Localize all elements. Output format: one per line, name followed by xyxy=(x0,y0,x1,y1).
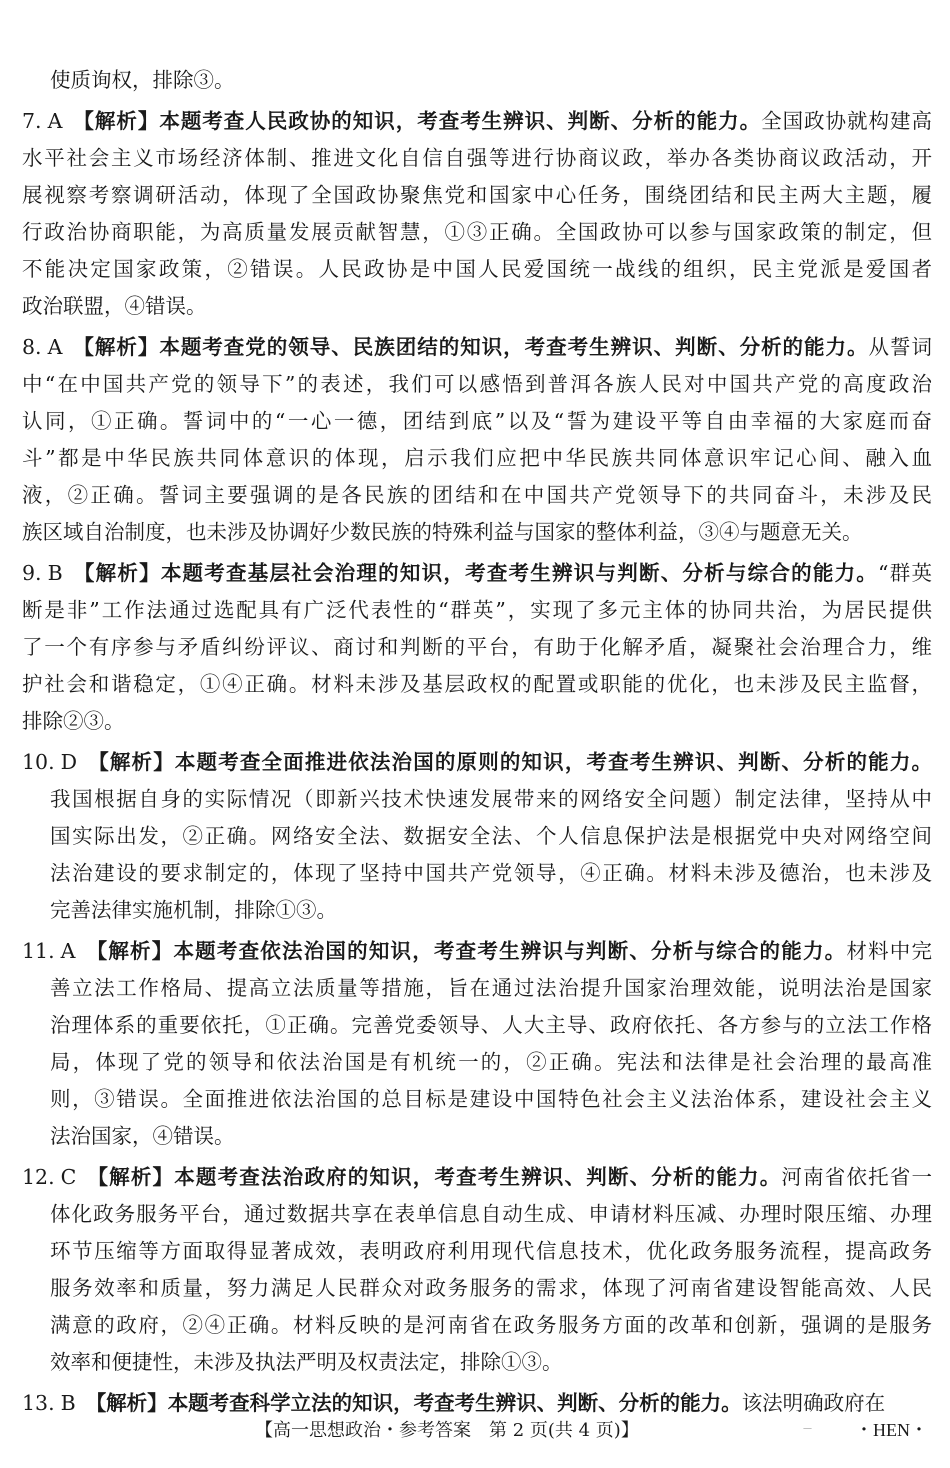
analysis-line: 法治国家，④错误。 xyxy=(50,1124,235,1148)
analysis-line: 满意的政府，②④正确。材料反映的是河南省在政务服务方面的改革和创新，强调的是服务 xyxy=(50,1313,932,1337)
analysis-line: 政治联盟，④错误。 xyxy=(22,294,207,318)
answer-letter: D xyxy=(60,750,78,774)
answer-letter: B xyxy=(47,561,63,585)
analysis-tag: 【解析】 xyxy=(72,109,160,133)
answer-letter: B xyxy=(60,1391,76,1415)
analysis-text: 全国政协就构建高 xyxy=(761,109,932,133)
footer-code: ・HEN・ xyxy=(855,1420,928,1440)
item-first-line xyxy=(22,329,932,366)
analysis-line: 断是非”工作法通过选配具有广泛代表性的“群英”，实现了多元主体的协同共治，为居民提供 xyxy=(22,598,932,622)
analysis-intro: 本题考查法治政府的知识，考查考生辨识、判断、分析的能力。 xyxy=(174,1165,782,1189)
item-first-line xyxy=(22,744,932,781)
analysis-line: 效率和便捷性，未涉及执法严明及权责法定，排除①③。 xyxy=(50,1350,563,1374)
analysis-tag: 【解析】 xyxy=(72,561,161,585)
footer-page-info: 【高一思想政治・参考答案 第 2 页(共 4 页)】 xyxy=(255,1420,639,1441)
analysis-line: 治理体系的重要依托，①正确。完善党委领导、人大主导、政府依托、各方参与的立法工作格 xyxy=(50,1013,932,1037)
analysis-line: 认同，①正确。誓词中的“一心一德，团结到底”以及“誓为建设平等自由幸福的大家庭而奋 xyxy=(22,409,932,433)
answer-letter: C xyxy=(60,1165,77,1189)
question-number: 9. xyxy=(22,561,42,585)
question-number: 12. xyxy=(22,1165,55,1189)
analysis-line: 体化政务服务平台，通过数据共享在表单信息自动生成、申请材料压减、办理时限压缩、办理 xyxy=(50,1202,932,1226)
answer-item xyxy=(22,744,932,929)
question-number: 8. xyxy=(22,335,42,359)
analysis-tag: 【解析】 xyxy=(72,335,160,359)
analysis-line: 斗”都是中华民族共同体意识的体现，启示我们应把中华民族共同体意识牢记心间、融入血 xyxy=(22,446,932,470)
analysis-line: 则，③错误。全面推进依法治国的总目标是建设中国特色社会主义法治体系，建设社会主义 xyxy=(50,1087,932,1111)
question-number: 11. xyxy=(22,939,55,963)
analysis-intro: 本题考查依法治国的知识，考查考生辨识与判断、分析与综合的能力。 xyxy=(173,939,847,963)
item-first-line xyxy=(22,103,932,140)
analysis-line: 局，体现了党的领导和依法治国是有机统一的，②正确。宪法和法律是社会治理的最高准 xyxy=(50,1050,932,1074)
answer-item xyxy=(22,329,932,551)
answer-item xyxy=(22,1159,932,1381)
analysis-line: 我国根据自身的实际情况（即新兴技术快速发展带来的网络安全问题）制定法律，坚持从中 xyxy=(50,787,932,811)
analysis-text: 河南省依托省一 xyxy=(781,1165,932,1189)
question-number: 13. xyxy=(22,1391,55,1415)
question-number: 10. xyxy=(22,750,55,774)
analysis-text: “群英 xyxy=(878,561,932,585)
analysis-line: 水平社会主义市场经济体制、推进文化自信自强等进行协商议政，举办各类协商议政活动，开 xyxy=(22,146,932,170)
analysis-tag: 【解析】 xyxy=(85,939,174,963)
answer-letter: A xyxy=(60,939,76,963)
analysis-line: 国实际出发，②正确。网络安全法、数据安全法、个人信息保护法是根据党中央对网络空间 xyxy=(50,824,932,848)
analysis-intro: 本题考查党的领导、民族团结的知识，考查考生辨识、判断、分析的能力。 xyxy=(159,335,869,359)
analysis-line: 展视察考察调研活动，体现了全国政协聚焦党和国家中心任务，围绕团结和民主两大主题，履 xyxy=(22,183,932,207)
analysis-tag: 【解析】 xyxy=(85,1391,168,1415)
item-first-line xyxy=(22,555,932,592)
analysis-line: 法治建设的要求制定的，体现了坚持中国共产党领导，④正确。材料未涉及德治，也未涉及 xyxy=(50,861,932,885)
analysis-line: 环节压缩等方面取得显著成效，表明政府利用现代信息技术，优化政务服务流程，提高政务 xyxy=(50,1239,932,1263)
answer-content xyxy=(22,62,932,1422)
analysis-intro: 本题考查人民政协的知识，考查考生辨识、判断、分析的能力。 xyxy=(159,109,762,133)
analysis-line: 中“在中国共产党的领导下”的表述，我们可以感悟到普洱各族人民对中国共产党的高度政治 xyxy=(22,372,932,396)
analysis-line: 行政治协商职能，为高质量发展贡献智慧，①③正确。全国政协可以参与国家政策的制定，但 xyxy=(22,220,932,244)
analysis-line: 护社会和谐稳定，①④正确。材料未涉及基层政权的配置或职能的优化，也未涉及民主监督， xyxy=(22,672,932,696)
analysis-line: 善立法工作格局、提高立法质量等措施，旨在通过法治提升国家治理效能，说明法治是国家 xyxy=(50,976,932,1000)
analysis-line: 服务效率和质量，努力满足人民群众对政务服务的需求，体现了河南省建设智能高效、人民 xyxy=(50,1276,932,1300)
answer-item xyxy=(22,933,932,1155)
analysis-line: 族区域自治制度，也未涉及协调好少数民族的特殊利益与国家的整体利益，③④与题意无关。 xyxy=(22,520,863,544)
analysis-line: 了一个有序参与矛盾纠纷评议、商讨和判断的平台，有助于化解矛盾，凝聚社会治理合力，维 xyxy=(22,635,932,659)
analysis-line: 完善法律实施机制，排除①③。 xyxy=(50,898,337,922)
analysis-text: 该法明确政府在 xyxy=(741,1391,886,1415)
analysis-line: 液，②正确。誓词主要强调的是各民族的团结和在中国共产党领导下的共同奋斗，未涉及民 xyxy=(22,483,932,507)
item-first-line xyxy=(22,933,932,970)
answer-letter: A xyxy=(47,335,63,359)
analysis-text: 从誓词 xyxy=(868,335,932,359)
analysis-text: 材料中完 xyxy=(846,939,932,963)
analysis-intro: 本题考查科学立法的知识，考查考生辨识、判断、分析的能力。 xyxy=(167,1391,742,1415)
answer-item xyxy=(22,103,932,325)
analysis-tag: 【解析】 xyxy=(87,750,175,774)
item-first-line xyxy=(22,1159,932,1196)
analysis-tag: 【解析】 xyxy=(86,1165,175,1189)
answer-item xyxy=(22,555,932,740)
analysis-line: 不能决定国家政策，②错误。人民政协是中国人民爱国统一战线的组织，民主党派是爱国者 xyxy=(22,257,932,281)
footer-mark: — xyxy=(803,1424,812,1434)
page-footer xyxy=(0,1416,950,1446)
question-number: 7. xyxy=(22,109,42,133)
answer-letter: A xyxy=(47,109,63,133)
analysis-intro: 本题考查基层社会治理的知识，考查考生辨识与判断、分析与综合的能力。 xyxy=(160,561,879,585)
analysis-line: 排除②③。 xyxy=(22,709,125,733)
analysis-intro: 本题考查全面推进依法治国的原则的知识，考查考生辨识、判断、分析的能力。 xyxy=(174,750,932,774)
continuation-text: 使质询权，排除③。 xyxy=(50,68,235,92)
